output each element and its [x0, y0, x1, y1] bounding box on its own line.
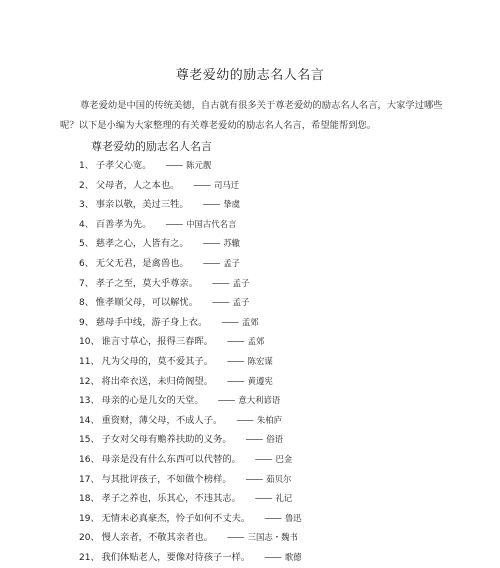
quote-text: 慈孝之心，人皆有之。 — [95, 238, 189, 250]
quote-author: 孟子 — [223, 257, 241, 268]
quote-text: 孝子之养也，乐其心，不违其志。 — [101, 493, 241, 505]
quote-item — [79, 509, 302, 529]
attribution-dash: —— — [245, 473, 263, 485]
attribution-dash: —— — [254, 453, 272, 465]
quote-author: 茹贝尔 — [266, 473, 292, 484]
quote-author: 司马迁 — [214, 179, 240, 190]
quote-item — [79, 274, 302, 294]
quote-item — [79, 391, 302, 411]
attribution-dash: —— — [202, 238, 220, 250]
quote-author: 意大利谚语 — [238, 395, 281, 406]
quote-text: 重资财，薄父母，不成人子。 — [101, 414, 223, 426]
quote-author: 礼记 — [275, 493, 293, 504]
attribution-dash: —— — [245, 434, 263, 446]
quote-number: 3、 — [79, 200, 94, 211]
attribution-dash: —— — [165, 218, 183, 230]
quote-author: 孟郊 — [247, 336, 265, 347]
quote-number: 8、 — [79, 298, 94, 309]
attribution-dash: —— — [202, 257, 220, 269]
quote-number: 11、 — [79, 356, 100, 367]
section-title: 尊老爱幼的励志名人名言 — [91, 140, 212, 153]
quote-author: 挚虞 — [223, 199, 241, 210]
quote-author: 苏辙 — [223, 238, 241, 249]
attribution-dash: —— — [165, 160, 183, 171]
quote-number: 6、 — [79, 258, 94, 269]
quote-author: 俗语 — [266, 434, 283, 445]
quote-text: 母亲是没有什么东西可以代替的。 — [101, 453, 241, 465]
attribution-dash: —— — [264, 551, 281, 563]
quote-author: 鲁迅 — [284, 512, 302, 523]
quote-text: 将出牵衣送，未归倚阁望。 — [101, 375, 214, 387]
quote-item — [79, 156, 302, 176]
quote-text: 母亲的心是儿女的天堂。 — [101, 395, 204, 407]
quote-text: 我们体贴老人，要像对待孩子一样。 — [101, 551, 251, 563]
quote-author: 孟子 — [232, 277, 250, 288]
quote-text: 凡为父母的，莫不爱其子。 — [101, 355, 214, 367]
quote-list — [79, 156, 302, 567]
quote-number: 15、 — [79, 435, 100, 446]
quote-number: 7、 — [79, 278, 94, 289]
quote-author: 黄遵宪 — [247, 375, 273, 386]
quote-item — [79, 470, 302, 490]
attribution-dash: —— — [221, 316, 238, 328]
quote-number: 2、 — [79, 180, 94, 191]
quote-item — [79, 430, 302, 450]
quote-item — [79, 254, 302, 274]
quote-number: 20、 — [79, 533, 100, 544]
attribution-dash: —— — [212, 297, 229, 309]
quote-number: 16、 — [79, 454, 100, 465]
quote-text: 孝子之至，莫大乎尊亲。 — [95, 277, 199, 289]
quote-text: 子女对父母有赡养扶助的义务。 — [101, 434, 232, 446]
quote-text: 子孝父心宽。 — [95, 160, 152, 171]
attribution-dash: —— — [227, 355, 244, 367]
quote-text: 谁言寸草心，报得三春晖。 — [101, 336, 214, 348]
quote-number: 21、 — [79, 552, 100, 563]
quote-text: 慢人亲者，不敬其亲者也。 — [101, 532, 214, 544]
attribution-dash: —— — [254, 493, 272, 505]
attribution-dash: —— — [236, 414, 253, 426]
quote-item — [79, 215, 302, 235]
quote-text: 无父无君，是禽兽也。 — [95, 257, 189, 269]
quote-item — [79, 195, 302, 215]
quote-author: 陈元靓 — [186, 160, 212, 170]
quote-item — [79, 352, 302, 372]
quote-text: 与其批评孩子，不如做个榜样。 — [101, 473, 232, 485]
quote-author: 陈宏谋 — [247, 355, 273, 366]
attribution-dash: —— — [212, 277, 229, 289]
quote-text: 事亲以敬，美过三牲。 — [95, 199, 189, 211]
quote-number: 9、 — [79, 317, 94, 328]
quote-number: 19、 — [79, 513, 100, 524]
attribution-dash: —— — [193, 179, 211, 191]
quote-text: 惟孝顺父母，可以解忧。 — [95, 297, 199, 309]
quote-item — [79, 548, 302, 568]
quote-item — [79, 411, 302, 431]
quote-author: 三国志・魏书 — [247, 532, 298, 543]
quote-number: 12、 — [79, 376, 100, 387]
intro-paragraph: 尊老爱幼是中国的传统美德，自古就有很多关于尊老爱幼的励志名人名言，大家学过哪些呢？以下是小编为大家整理的有关尊老爱幼的励志名人名言，希望能帮到您。 — [60, 100, 443, 131]
quote-text: 慈母手中线，游子身上衣。 — [95, 316, 208, 328]
quote-number: 13、 — [79, 396, 100, 407]
quote-text: 无情未必真豪杰，怜子如何不丈夫。 — [101, 512, 251, 524]
quote-author: 朱柏庐 — [256, 414, 283, 425]
quote-item — [79, 313, 302, 333]
quote-item — [79, 176, 302, 196]
quote-number: 17、 — [79, 474, 100, 485]
attribution-dash: —— — [217, 395, 235, 407]
quote-item — [79, 372, 302, 392]
attribution-dash: —— — [264, 512, 281, 524]
quote-author: 孟郊 — [241, 316, 259, 327]
attribution-dash: —— — [227, 532, 244, 544]
quote-item — [79, 332, 302, 352]
quote-number: 4、 — [79, 219, 94, 230]
quote-author: 孟子 — [232, 297, 250, 308]
quote-number: 18、 — [79, 494, 100, 505]
quote-author: 巴金 — [275, 453, 293, 464]
quote-number: 5、 — [79, 239, 94, 250]
quote-number: 14、 — [79, 415, 100, 426]
quote-author: 中国古代名言 — [186, 218, 237, 229]
quote-number: 10、 — [79, 337, 100, 348]
attribution-dash: —— — [202, 199, 220, 211]
quote-item — [79, 528, 302, 548]
quote-text: 父母者，人之本也。 — [95, 179, 180, 191]
attribution-dash: —— — [227, 375, 244, 387]
quote-item — [79, 489, 302, 509]
quote-number: 1、 — [79, 161, 94, 171]
document-title: 尊老爱幼的励志名人名言 — [175, 68, 325, 83]
quote-text: 百善孝为先。 — [95, 218, 152, 230]
quote-author: 歌德 — [284, 551, 302, 562]
quote-item — [79, 293, 302, 313]
quote-item — [79, 234, 302, 254]
quote-item — [79, 450, 302, 470]
attribution-dash: —— — [227, 336, 244, 348]
